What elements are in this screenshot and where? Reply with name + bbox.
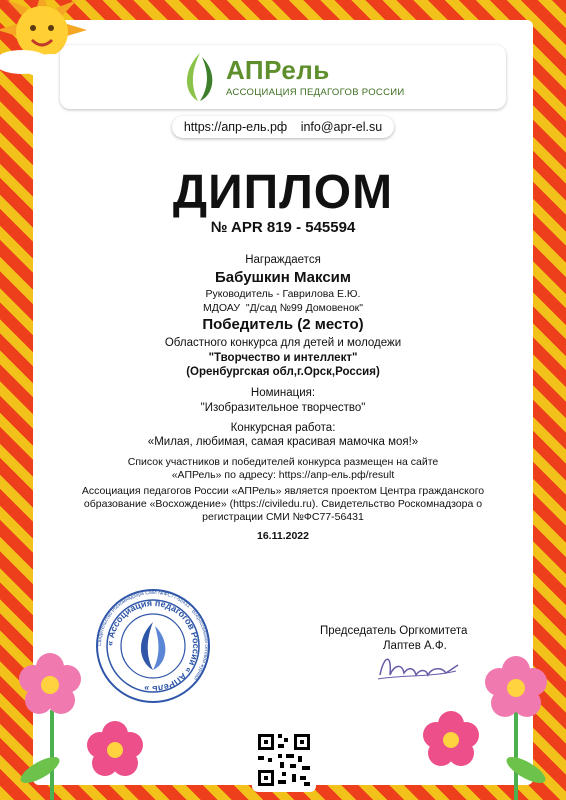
institution: МДОАУ "Д/сад №99 Домовенок" (203, 302, 363, 314)
page-title: ДИПЛОМ (172, 166, 394, 219)
logo-banner (60, 45, 506, 109)
stamp-inner-text: « Ассоциация педагогов России « АПРель » (104, 597, 202, 695)
contact-bar (172, 116, 394, 138)
website-link[interactable]: https://апр-ель.рф (183, 120, 288, 134)
stamp-outer-text: Свидетельство Роскомнадзора СМИ №ФС77-56431 · Всероссийский сетевой журнал (96, 589, 210, 682)
supervisor: Руководитель - Гаврилова Е.Ю. (205, 288, 361, 300)
flowers-left-icon (10, 630, 160, 800)
about-line-2: образование «Восхождение» (https://civiledu.ru). Свидетельство Роскомнадзора о (83, 498, 483, 510)
issue-date: 16.11.2022 (257, 530, 309, 542)
qr-code[interactable] (252, 728, 316, 792)
flowers-right-icon (406, 630, 556, 800)
place: Победитель (2 место) (202, 316, 364, 333)
about-line-1: Ассоциация педагогов России «АПРель» является проектом Центра гражданского (81, 485, 485, 497)
signature-role: Председатель Оргкомитета (320, 625, 468, 637)
awarded-label: Награждается (245, 254, 321, 266)
nomination: "Изобразительное творчество" (200, 402, 366, 414)
logo-subtitle: АССОЦИАЦИЯ ПЕДАГОГОВ РОССИИ (226, 87, 405, 98)
work-label: Конкурсная работа: (230, 422, 336, 434)
logo-name: АПРель (226, 55, 330, 85)
contest-type: Областного конкурса для детей и молодежи (164, 337, 402, 349)
work-title: «Милая, любимая, самая красивая мамочка моя!» (147, 436, 419, 448)
about-line-3: регистрации СМИ №ФС77-56431 (202, 511, 364, 523)
contest-name: "Творчество и интеллект" (208, 352, 358, 364)
recipient-name: Бабушкин Максим (215, 269, 351, 286)
email-link[interactable]: info@apr-el.su (300, 120, 383, 134)
leaf-logo-icon (180, 51, 220, 103)
region: (Оренбургская обл,г.Орск,Россия) (186, 366, 380, 378)
results-line-2: «АПРель» по адресу: https://апр-ель.рф/result (171, 469, 395, 481)
qr-code-icon (252, 728, 316, 792)
signature-name: Лаптев А.Ф. (383, 640, 447, 652)
results-line-1: Список участников и победителей конкурса размещен на сайте (127, 456, 439, 468)
diploma-number: № APR 819 - 545594 (210, 219, 356, 236)
nomination-label: Номинация: (250, 387, 316, 399)
